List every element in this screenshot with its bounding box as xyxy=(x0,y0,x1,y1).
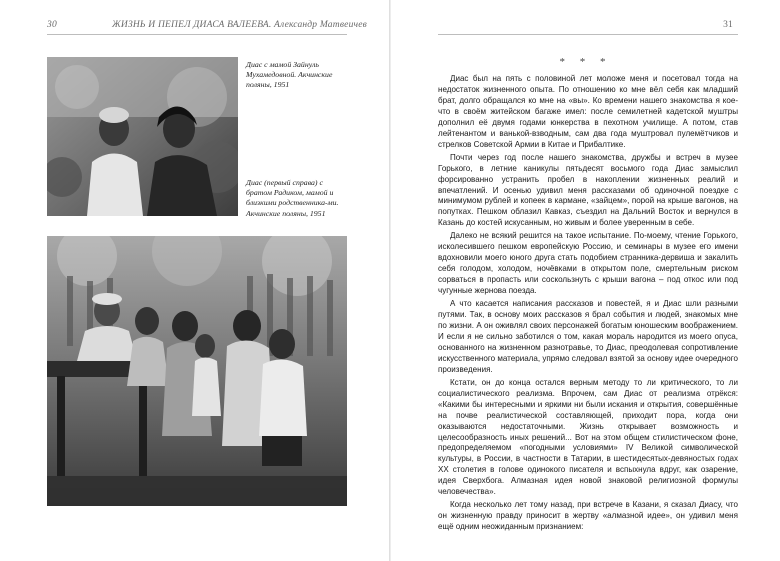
paragraph: Диас был на пять с половиной лет моложе меня и посетовал тогда на недостаток жизненного опыта. По отношению ко мне вёл себя как младший брат, долго обращался ко мне на «вы». Ко времени нашего знакомства я кое-что в своём житейском багаже имел: после семилетней кадетской муштры дополнил её двумя годами юнкерства в пехотном училище. А потом, став лейтенантом и ванькой-взводным, сам два года муштровал пулемётчиков и стрелков Советской Армии в Китае и Прибалтике. xyxy=(438,74,738,149)
paragraph: Кстати, он до конца остался верным методу то ли критического, то ли социалистического реализма. Впрочем, сам Диас от реализма отрёкся: «Какими бы интересными и яркими ни были искания и открытия, совершённые на почве реалистической составляющей, приходит пора, когда они оказываются недостаточными. Жизнь открывает возможность и целесообразность иных решений... Вот на этом общем стилистическом фоне, предопределяемом «погодными условиями» IV Великой символической культуры, в России, в частности в Татарии, в шестидесятых-девяностых годах XX столетия в голове одинокого писателя и вспыхнула вдруг, как озарение, идея Сверхбога. Алмазная идея новой знаковой религиозной формулы человечества». xyxy=(438,377,738,497)
left-page-number: 30 xyxy=(47,20,57,30)
left-running-head: ЖИЗНЬ И ПЕПЕЛ ДИАСА ВАЛЕЕВА. Александр Матвеичев xyxy=(112,20,367,30)
photo-family-group xyxy=(47,236,347,506)
paragraph: Далеко не всякий решится на такое испытание. По-моему, чтение Горького, исколесившего пешком европейскую Россию, и семинары в музее его имени вдохновили моего юного друга стать подобием странника-дервиша и закалить себя голодом, холодом, ночёвками в открытом поле, смертельным риском сорваться в пропасть или соскользнуть с крыши вагона – под откос или под чугунные жернова поезда. xyxy=(438,231,738,296)
right-page xyxy=(391,0,780,561)
right-page-number: 31 xyxy=(723,20,733,30)
left-header-rule xyxy=(47,34,347,35)
photo-mother-and-son xyxy=(47,57,238,216)
section-ornament: * * * xyxy=(559,56,612,68)
right-header-rule xyxy=(438,34,738,35)
caption-top: Диас с мамой Зайнуль Мухамедовной. Акчинские поляны, 1951 xyxy=(246,60,333,90)
body-text xyxy=(438,74,738,533)
caption-bottom: Диас (первый справа) с братом Радиком, мамой и близкими родственника-ми. Акчинские поляны, 1951 xyxy=(246,178,339,218)
paragraph: А что касается написания рассказов и повестей, я и Диас шли разными путями. Так, в основу моих рассказов я брал события и людей, знакомых мне по жизни. А он оживлял своих персонажей богатым юношеским воображением. И если я не сильно заботился о том, какая мораль народится из моего опуса, основанного на жизненном разнотравье, то Диас, преодолевая сопротивление искусственного материала, упрямо следовал взятой за основу идее очередного произведения. xyxy=(438,299,738,374)
paragraph: Почти через год после нашего знакомства, дружбы и встреч в музее Горького, в летние каникулы пятьдесят восьмого года Диас замыслил форсированно устранить пробел в накоплении жизненных реалий и впечатлений. И осенью удивил меня рассказами об одиночной поездке с минимумом рублей и копеек в кармане, «зайцем», порой на крыше вагонов, на попутках. Пешком облазил Кавказ, съездил на Дальний Восток и вернулся в Казань до костей искусанным, но живым и более уверенным в себе. xyxy=(438,152,738,228)
left-page xyxy=(0,0,389,561)
paragraph: Когда несколько лет тому назад, при встрече в Казани, я сказал Диасу, что он жизненную правду приносит в жертву «алмазной идее», он удивил меня ещё одним неожиданным признанием: xyxy=(438,500,738,532)
